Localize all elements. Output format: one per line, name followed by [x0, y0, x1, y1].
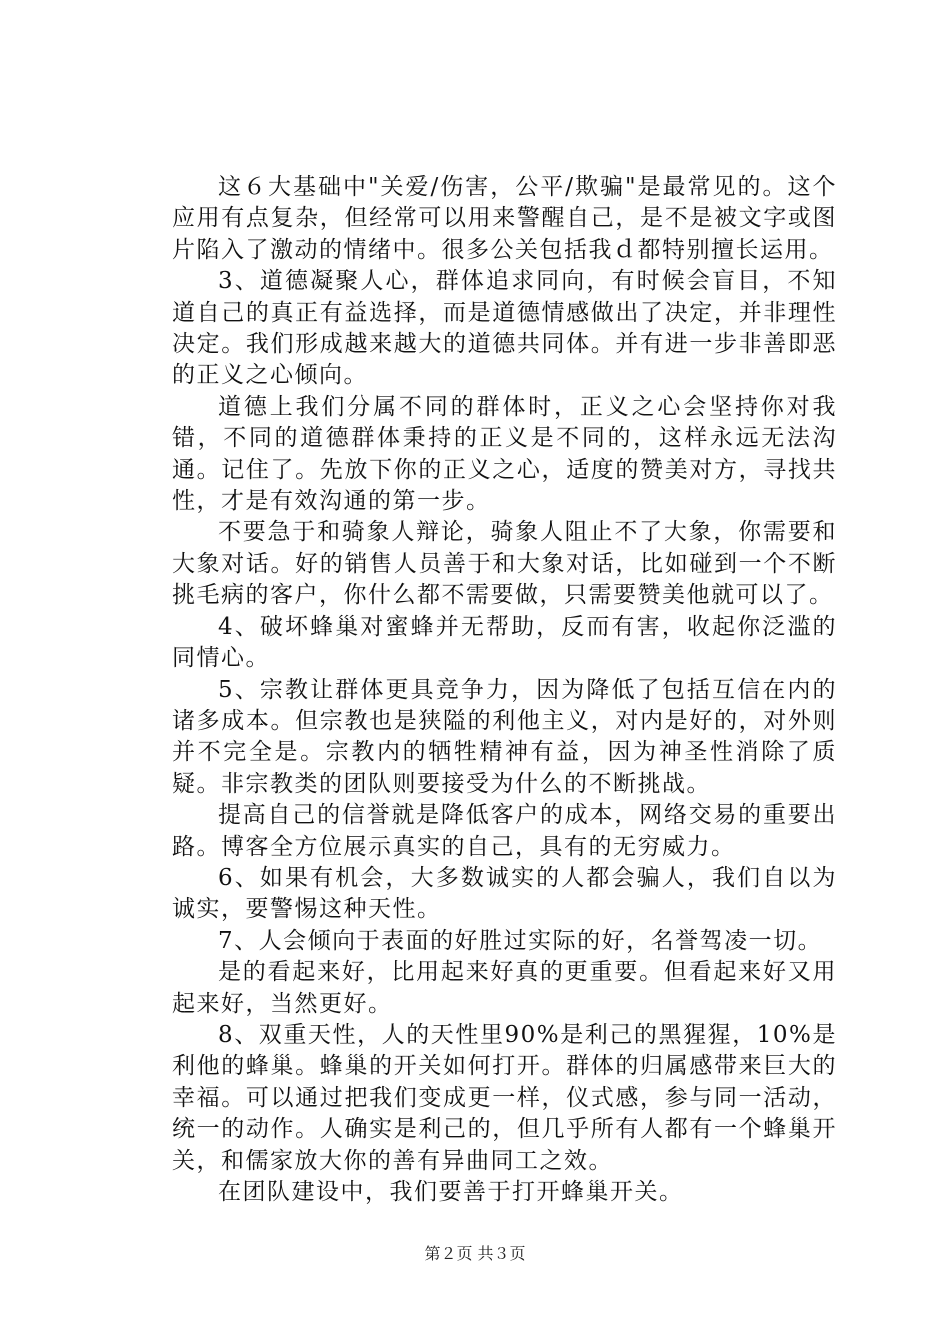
paragraph-8: 6、如果有机会，大多数诚实的人都会骗人，我们自以为诚实，要警惕这种天性。	[172, 864, 837, 923]
paragraph-1: 这６大基础中"关爱/伤害，公平/欺骗"是最常见的。这个应用有点复杂，但经常可以用来警醒自己，是不是被文字或图片陷入了激动的情绪中。很多公关包括我ｄ都特别擅长运用。	[172, 174, 837, 263]
paragraph-7: 提高自己的信誉就是降低客户的成本，网络交易的重要出路。博客全方位展示真实的自己，具有的无穷威力。	[172, 802, 837, 860]
body-text	[172, 172, 837, 1208]
page-footer: 第２页 共３页	[424, 1244, 526, 1263]
paragraph-11: 8、双重天性，人的天性里90%是利己的黑猩猩，10%是利他的蜂巢。蜂巢的开关如何打开。群体的归属感带来巨大的幸福。可以通过把我们变成更一样，仪式感，参与同一活动，统一的动作。人确实是利己的，但几乎所有人都有一个蜂巢开关，和儒家放大你的善有异曲同工之效。	[172, 1021, 837, 1174]
paragraph-5: 4、破坏蜂巢对蜜蜂并无帮助，反而有害，收起你泛滥的同情心。	[172, 613, 837, 672]
paragraph-10: 是的看起来好，比用起来好真的更重要。但看起来好又用起来好，当然更好。	[172, 959, 837, 1017]
paragraph-4: 不要急于和骑象人辩论，骑象人阻止不了大象，你需要和大象对话。好的销售人员善于和大象对话，比如碰到一个不断挑毛病的客户，你什么都不需要做，只需要赞美他就可以了。	[172, 519, 837, 609]
paragraph-9: 7、人会倾向于表面的好胜过实际的好，名誉驾凌一切。	[218, 927, 823, 954]
paragraph-6: 5、宗教让群体更具竞争力，因为降低了包括互信在内的诸多成本。但宗教也是狭隘的利他主义，对内是好的，对外则并不完全是。宗教内的牺牲精神有益，因为神圣性消除了质疑。非宗教类的团队则要接受为什么的不断挑战。	[172, 676, 837, 797]
paragraph-3: 道德上我们分属不同的群体时，正义之心会坚持你对我错，不同的道德群体秉持的正义是不同的，这样永远无法沟通。记住了。先放下你的正义之心，适度的赞美对方，寻找共性，才是有效沟通的第一步。	[172, 393, 837, 515]
paragraph-12: 在团队建设中，我们要善于打开蜂巢开关。	[218, 1179, 684, 1205]
paragraph-2: 3、道德凝聚人心，群体追求同向，有时候会盲目，不知道自己的真正有益选择，而是道德情感做出了决定，并非理性决定。我们形成越来越大的道德共同体。并有进一步非善即恶的正义之心倾向。	[172, 268, 837, 389]
